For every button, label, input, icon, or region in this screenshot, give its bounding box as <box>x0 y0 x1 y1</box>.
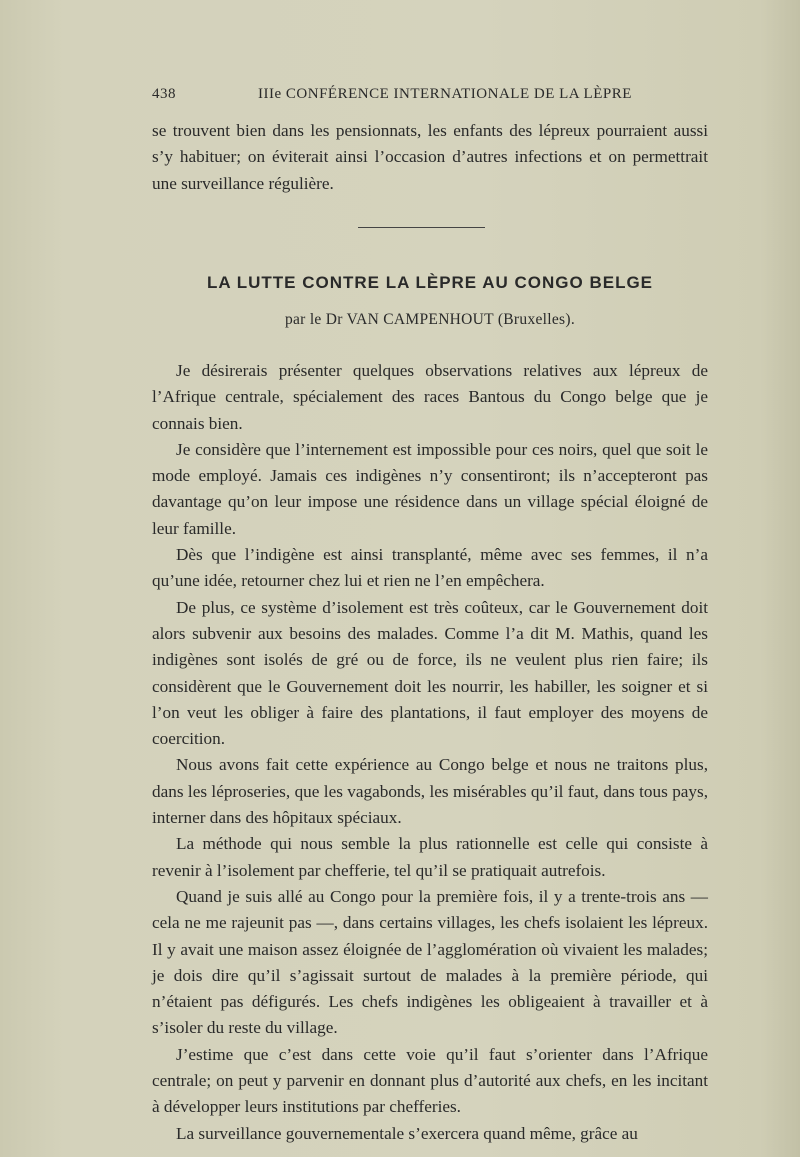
intro-paragraph: se trouvent bien dans les pensionnats, les enfants des lépreux pourraient aussi s’y habituer; on éviterait ainsi l’occasion d’autres infections et on permettrait une surveillance régulière. <box>152 121 708 193</box>
section-divider <box>358 227 485 228</box>
body-paragraph: La surveillance gouvernementale s’exercera quand même, grâce au <box>176 1123 638 1143</box>
body-paragraph: De plus, ce système d’isolement est très coûteux, car le Gouvernement doit alors subvenir aux besoins des malades. Comme l’a dit M. Mathis, quand les indigènes sont isolés de gré ou de force, ils ne veulent plus rien faire; ils considèrent que le Gouvernement doit les nourrir, les habiller, les soigner et si l’on veut les obliger à faire des plantations, il faut employer des moyens de coercition. <box>152 597 708 749</box>
body-paragraph: Dès que l’indigène est ainsi transplanté, même avec ses femmes, il n’a qu’une idée, retourner chez lui et rien ne l’en empêchera. <box>152 545 708 591</box>
body-paragraph: Nous avons fait cette expérience au Congo belge et nous ne traitons plus, dans les léproseries, que les vagabonds, les misérables qu’il faut, dans tous pays, interner dans des hôpitaux spéciaux. <box>152 755 708 828</box>
body-paragraph: Je considère que l’internement est impossible pour ces noirs, quel que soit le mode employé. Jamais ces indigènes n’y consentiront; ils n’accepteront pas davantage qu’on leur impose une résidence dans un village spécial éloigné de leur famille. <box>152 439 708 538</box>
article-body <box>152 358 708 1147</box>
body-paragraph: Je désirerais présenter quelques observations relatives aux lépreux de l’Afrique centrale, spécialement des races Bantous du Congo belge que je connais bien. <box>152 361 708 433</box>
page-number: 438 <box>152 86 176 102</box>
running-title: IIIe CONFÉRENCE INTERNATIONALE DE LA LÈPRE <box>258 86 632 102</box>
intro-text <box>152 118 708 197</box>
body-paragraph: Quand je suis allé au Congo pour la première fois, il y a trente-trois ans — cela ne me rajeunit pas —, dans certains villages, les chefs isolaient les lépreux. Il y avait une maison assez éloignée de l’agglomération où vivaient les malades; je dois dire qu’il s’agissait surtout de malades à la première période, qui n’étaient pas défigurés. Les chefs indigènes les obligeaient à travailler et à s’isoler du reste du village. <box>152 886 708 1038</box>
body-paragraph: La méthode qui nous semble la plus rationnelle est celle qui consiste à revenir à l’isolement par chefferie, tel qu’il se pratiquait autrefois. <box>152 834 708 880</box>
article-title: LA LUTTE CONTRE LA LÈPRE AU CONGO BELGE <box>206 273 654 292</box>
body-paragraph: J’estime que c’est dans cette voie qu’il faut s’orienter dans l’Afrique centrale; on peut y parvenir en donnant plus d’autorité aux chefs, en les incitant à développer leurs institutions par chefferies. <box>152 1044 708 1117</box>
article-byline: par le Dr VAN CAMPENHOUT (Bruxelles). <box>284 311 576 328</box>
